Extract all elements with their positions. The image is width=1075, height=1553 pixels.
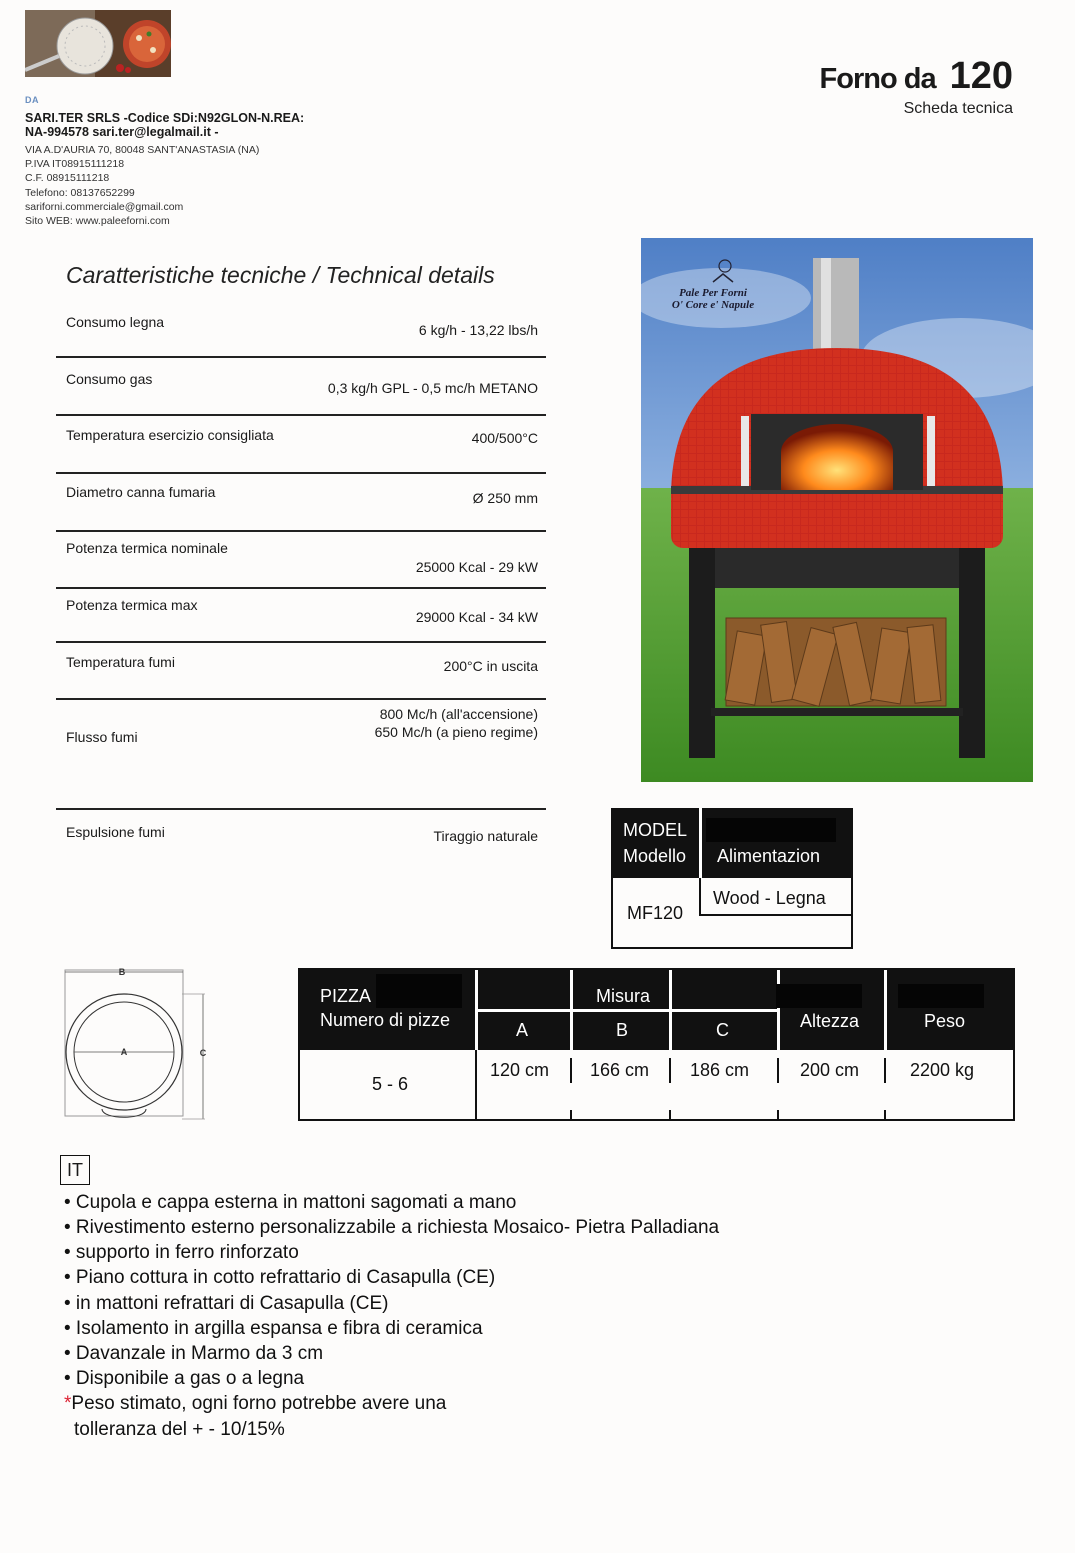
- spec-value-line: 650 Mc/h (a pieno regime): [374, 724, 538, 740]
- model-table: [611, 808, 853, 949]
- company-line-1: SARI.TER SRLS -Codice SDi:N92GLON-N.REA:: [25, 111, 305, 125]
- spec-label: Temperatura fumi: [66, 654, 175, 670]
- page-title: [820, 55, 1013, 98]
- spec-value: 0,3 kg/h GPL - 0,5 mc/h METANO: [327, 380, 538, 396]
- company-logo: [25, 10, 171, 77]
- spec-label: Consumo gas: [66, 371, 153, 387]
- redacted-block: [898, 984, 984, 1008]
- table-bottom-border: [613, 947, 851, 949]
- language-badge: IT: [60, 1155, 90, 1185]
- pizza-label: PIZZA: [320, 986, 372, 1006]
- spec-row: [56, 810, 546, 866]
- model-value: MF120: [627, 903, 684, 923]
- specs-heading: Caratteristiche tecniche / Technical details: [66, 262, 495, 288]
- spec-row: [56, 416, 546, 474]
- b-value: 166 cm: [590, 1060, 650, 1080]
- c-value: 186 cm: [690, 1060, 750, 1080]
- spec-row: [56, 474, 546, 532]
- spec-row: [56, 643, 546, 700]
- row-tick: [884, 1058, 886, 1083]
- spec-row: [56, 589, 546, 643]
- footnote-text: Peso stimato, ogni forno potrebbe avere una: [71, 1393, 447, 1414]
- brand-text-2: O' Core e' Napule: [671, 299, 755, 311]
- spec-value: 25000 Kcal - 29 kW: [415, 559, 538, 575]
- pizze-value: 5 - 6: [372, 1074, 409, 1094]
- oven-photo: [641, 238, 1033, 782]
- note-line: • Piano cottura in cotto refrattario di Casapulla (CE): [64, 1267, 496, 1288]
- col-a-label: A: [516, 1020, 529, 1040]
- redacted-block: [376, 974, 462, 1008]
- note-line: • Davanzale in Marmo da 3 cm: [64, 1343, 324, 1364]
- col-c-label: C: [716, 1020, 729, 1040]
- tax-code-line: C.F. 08915111218: [25, 172, 110, 184]
- misura-underline: [478, 1009, 778, 1012]
- email-line: sariforni.commerciale@gmail.com: [25, 201, 184, 213]
- spec-row: [56, 358, 546, 416]
- spec-value: 400/500°C: [471, 430, 538, 446]
- note-line: • Cupola e cappa esterna in mattoni sagomati a mano: [64, 1192, 517, 1213]
- modello-label: Modello: [623, 846, 687, 866]
- altezza-label: Altezza: [800, 1011, 860, 1031]
- feed-header: Alimentazion: [717, 846, 821, 866]
- company-name: [25, 111, 385, 139]
- row-tick: [884, 1110, 886, 1121]
- row-separator: [475, 1050, 477, 1121]
- row-tick: [570, 1110, 572, 1121]
- spec-value: 29000 Kcal - 34 kW: [415, 609, 538, 625]
- spec-label: Espulsione fumi: [66, 824, 165, 840]
- a-value: 120 cm: [490, 1060, 550, 1080]
- note-line: • Rivestimento esterno personalizzabile a richiesta Mosaico- Pietra Palladiana: [64, 1217, 720, 1238]
- spec-row: [56, 532, 546, 589]
- label-a: A: [120, 1047, 128, 1057]
- altezza-value: 200 cm: [800, 1060, 860, 1080]
- spec-label: Flusso fumi: [66, 729, 138, 745]
- redacted-block: [776, 984, 862, 1008]
- spec-value: 6 kg/h - 13,22 lbs/h: [418, 322, 538, 338]
- asterisk: *: [64, 1393, 72, 1414]
- row-tick: [777, 1058, 779, 1083]
- spec-label: Temperatura esercizio consigliata: [66, 427, 274, 443]
- pizza-count-label: Numero di pizze: [320, 1010, 451, 1030]
- spec-label: Diametro canna fumaria: [66, 484, 216, 500]
- footnote: [64, 1393, 446, 1415]
- spec-label: Potenza termica max: [66, 597, 198, 613]
- brand-text-1: Pale Per Forni: [679, 287, 747, 299]
- title-text: Forno da: [819, 63, 936, 95]
- redacted-block: [706, 818, 836, 842]
- col-b-label: B: [616, 1020, 629, 1040]
- spec-label: Potenza termica nominale: [66, 540, 228, 556]
- peso-value: 2200 kg: [910, 1060, 975, 1080]
- vat-line: P.IVA IT08915111218: [25, 158, 125, 170]
- peso-label: Peso: [924, 1011, 966, 1031]
- oven-dimension-diagram: [60, 964, 215, 1124]
- footnote-line-2: tolleranza del + - 10/15%: [74, 1419, 285, 1440]
- spec-label: Consumo legna: [66, 314, 165, 330]
- spec-value: 200°C in uscita: [443, 658, 538, 674]
- note-line: • Disponibile a gas o a legna: [64, 1368, 305, 1389]
- phone-line: Telefono: 08137652299: [25, 187, 135, 199]
- company-line-2: NA-994578 sari.ter@legalmail.it -: [25, 125, 219, 139]
- page-subtitle: Scheda tecnica: [903, 100, 1013, 117]
- feed-value: Wood - Legna: [713, 888, 826, 908]
- note-line: • in mattoni refrattari di Casapulla (CE): [64, 1293, 389, 1314]
- row-tick: [570, 1058, 572, 1083]
- spec-value: Ø 250 mm: [472, 490, 538, 506]
- address-line: VIA A.D'AURIA 70, 80048 SANT'ANASTASIA (NA): [25, 144, 260, 156]
- spec-value: Tiraggio naturale: [433, 828, 538, 844]
- website-line: Sito WEB: www.paleeforni.com: [25, 215, 170, 227]
- col-separator: [884, 970, 887, 1050]
- row-tick: [669, 1058, 671, 1083]
- spec-value-line: 800 Mc/h (all'accensione): [379, 706, 538, 722]
- spec-row: [56, 700, 546, 810]
- dimensions-table: [298, 968, 1015, 1121]
- row-tick: [669, 1110, 671, 1121]
- header-separator: [699, 808, 702, 878]
- misura-label: Misura: [596, 986, 651, 1006]
- row-tick: [777, 1110, 779, 1121]
- spec-row: [56, 300, 546, 358]
- label-c: C: [199, 1048, 207, 1058]
- title-number: 120: [949, 55, 1013, 97]
- note-line: • Isolamento in argilla espansa e fibra di ceramica: [64, 1318, 483, 1339]
- note-line: • supporto in ferro rinforzato: [64, 1242, 299, 1263]
- spec-value: [375, 705, 538, 741]
- label-b: B: [118, 967, 126, 977]
- model-label: MODEL: [623, 820, 688, 840]
- from-label: DA: [25, 95, 39, 105]
